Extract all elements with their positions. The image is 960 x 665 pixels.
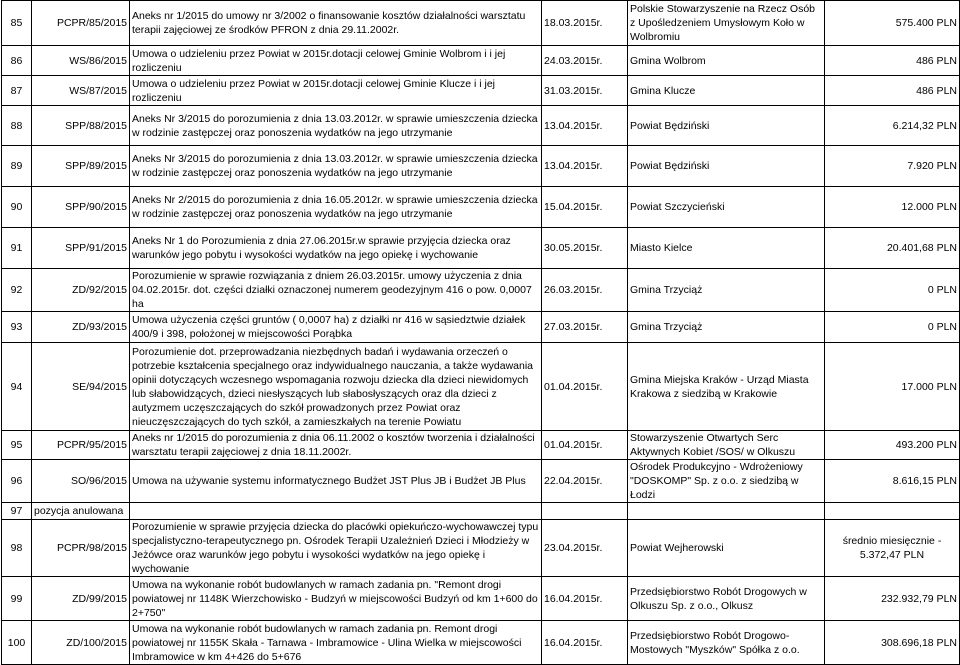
row-number: 85	[2, 1, 32, 46]
contract-party: Powiat Szczycieński	[628, 187, 825, 228]
contract-subject: Umowa o udzieleniu przez Powiat w 2015r.dotacji celowej Gminie Klucze i i jej rozliczeniu	[130, 76, 542, 106]
table-row	[2, 503, 960, 520]
contract-party: Stowarzyszenie Otwartych Serc Aktywnych Kobiet /SOS/ w Olkuszu	[628, 431, 825, 460]
contract-amount: średnio miesięcznie - 5.372,47 PLN	[825, 520, 960, 577]
contract-subject: Umowa na używanie systemu informatycznego Budżet JST Plus JB i Budżet JB Plus	[130, 460, 542, 503]
row-number: 91	[2, 228, 32, 269]
contract-date: 15.04.2015r.	[542, 187, 628, 228]
contract-date: 27.03.2015r.	[542, 312, 628, 343]
contract-date: 16.04.2015r.	[542, 621, 628, 665]
contract-amount: 12.000 PLN	[825, 187, 960, 228]
contract-subject: Umowa na wykonanie robót budowlanych w ramach zadania pn. Remont drogi powiatowej nr 1155K Skała - Tarnawa - Imbramowice - Ulina Wielka w miejscowości Imbramowice w km 4+426 do 5+676	[130, 621, 542, 665]
table-row	[2, 520, 960, 577]
contract-party: Gmina Trzyciąż	[628, 312, 825, 343]
contract-party: Gmina Trzyciąż	[628, 269, 825, 312]
table-row	[2, 460, 960, 503]
contract-symbol: ZD/93/2015	[32, 312, 130, 343]
row-number: 94	[2, 343, 32, 431]
contract-subject: Aneks nr 1/2015 do umowy nr 3/2002 o finansowanie kosztów działalności warsztatu terapii zajęciowej ze środków PFRON z dnia 29.11.2002r.	[130, 1, 542, 46]
contract-party: Powiat Wejherowski	[628, 520, 825, 577]
contract-subject: Aneks Nr 3/2015 do porozumienia z dnia 13.03.2012r. w sprawie umieszczenia dziecka w rodzinie zastępczej oraz ponoszenia wydatków na jego utrzymanie	[130, 106, 542, 146]
row-number: 97	[2, 503, 32, 520]
contract-party: Gmina Klucze	[628, 76, 825, 106]
contract-subject: Porozumienie dot. przeprowadzania niezbędnych badań i wydawania orzeczeń o potrzebie kształcenia specjalnego oraz indywidualnego nauczania, a także wydawania opinii dotyczących wczesnego wspomagania rozwoju dziecka dla dzieci niewidomych lub słabowidzących, dzieci niesłyszących lub słabosłyszących oraz dla dzieci z autyzmem uczęszczających do szkół prowadzonych przez Powiat oraz nieuczęszczających do tych szkół, a zamieszkałych na terenie Powiatu	[130, 343, 542, 431]
row-number: 99	[2, 577, 32, 621]
contract-symbol: WS/86/2015	[32, 46, 130, 76]
row-number: 87	[2, 76, 32, 106]
contract-symbol: WS/87/2015	[32, 76, 130, 106]
table-row	[2, 1, 960, 46]
contract-amount: 486 PLN	[825, 76, 960, 106]
contract-amount: 575.400 PLN	[825, 1, 960, 46]
row-number: 93	[2, 312, 32, 343]
empty-cell	[130, 503, 542, 520]
table-row	[2, 431, 960, 460]
contract-date: 31.03.2015r.	[542, 76, 628, 106]
contract-subject: Umowa użyczenia części gruntów ( 0,0007 ha) z działki nr 416 w sąsiedztwie działek 400/9 i 398, położonej w miejscowości Porąbka	[130, 312, 542, 343]
contract-date: 26.03.2015r.	[542, 269, 628, 312]
row-number: 88	[2, 106, 32, 146]
contract-subject: Umowa o udzieleniu przez Powiat w 2015r.dotacji celowej Gminie Wolbrom i i jej rozliczeniu	[130, 46, 542, 76]
contract-symbol: SE/94/2015	[32, 343, 130, 431]
table-row	[2, 46, 960, 76]
contract-amount: 20.401,68 PLN	[825, 228, 960, 269]
contract-party: Przedsiębiorstwo Robót Drogowych w Olkuszu Sp. z o.o., Olkusz	[628, 577, 825, 621]
contract-date: 01.04.2015r.	[542, 343, 628, 431]
contract-subject: Aneks nr 1/2015 do porozumienia z dnia 06.11.2002 o kosztów tworzenia i działalności warsztatu terapii zajęciowej z dnia 18.11.2002r.	[130, 431, 542, 460]
empty-cell	[542, 503, 628, 520]
contract-amount: 8.616,15 PLN	[825, 460, 960, 503]
contract-party: Powiat Będziński	[628, 106, 825, 146]
row-number: 100	[2, 621, 32, 665]
contract-amount: 7.920 PLN	[825, 146, 960, 187]
empty-cell	[628, 503, 825, 520]
table-row	[2, 146, 960, 187]
table-row	[2, 187, 960, 228]
contract-date: 22.04.2015r.	[542, 460, 628, 503]
contract-symbol: SPP/90/2015	[32, 187, 130, 228]
contract-date: 24.03.2015r.	[542, 46, 628, 76]
contract-amount: 17.000 PLN	[825, 343, 960, 431]
contract-subject: Aneks Nr 3/2015 do porozumienia z dnia 13.03.2012r. w sprawie umieszczenia dziecka w rodzinie zastępczej oraz ponoszenia wydatków na jego utrzymanie	[130, 146, 542, 187]
table-row	[2, 106, 960, 146]
contract-amount: 0 PLN	[825, 312, 960, 343]
contract-party: Gmina Wolbrom	[628, 46, 825, 76]
contract-subject: Umowa na wykonanie robót budowlanych w ramach zadania pn. "Remont drogi powiatowej nr 1148K Wierzchowisko - Budzyń w miejscowości Budzyń od km 1+600 do 2+750"	[130, 577, 542, 621]
empty-cell	[825, 503, 960, 520]
contract-symbol: PCPR/85/2015	[32, 1, 130, 46]
contract-amount: 308.696,18 PLN	[825, 621, 960, 665]
contract-subject: Porozumienie w sprawie przyjęcia dziecka do placówki opiekuńczo-wychowawczej typu specjalistyczno-terapeutycznego pn. Ośrodek Terapii Uzależnień Dzieci i Młodzieży w Jeżówce oraz warunków jego pobytu i wysokości wydatków na jego opiekę i wychowanie	[130, 520, 542, 577]
table-row	[2, 228, 960, 269]
row-number: 90	[2, 187, 32, 228]
contract-party: Powiat Będziński	[628, 146, 825, 187]
table-row	[2, 76, 960, 106]
contract-symbol: PCPR/98/2015	[32, 520, 130, 577]
contract-party: Gmina Miejska Kraków - Urząd Miasta Krakowa z siedzibą w Krakowie	[628, 343, 825, 431]
table-row	[2, 312, 960, 343]
contract-symbol: SPP/88/2015	[32, 106, 130, 146]
contract-amount: 486 PLN	[825, 46, 960, 76]
contract-party: Miasto Kielce	[628, 228, 825, 269]
contract-party: Ośrodek Produkcyjno - Wdrożeniowy "DOSKOMP" Sp. z o.o. z siedzibą w Łodzi	[628, 460, 825, 503]
row-number: 92	[2, 269, 32, 312]
contracts-register-table	[1, 0, 960, 665]
table-row	[2, 269, 960, 312]
contract-symbol: SPP/91/2015	[32, 228, 130, 269]
contract-symbol: ZD/99/2015	[32, 577, 130, 621]
contract-subject: Porozumienie w sprawie rozwiązania z dniem 26.03.2015r. umowy użyczenia z dnia 04.02.2015r. dot. części działki oznaczonej numerem geodezyjnym 416 o pow. 0,0007 ha	[130, 269, 542, 312]
contract-symbol: SO/96/2015	[32, 460, 130, 503]
annulled-entry-note: pozycja anulowana	[32, 503, 130, 520]
row-number: 96	[2, 460, 32, 503]
contract-date: 18.03.2015r.	[542, 1, 628, 46]
contract-subject: Aneks Nr 1 do Porozumienia z dnia 27.06.2015r.w sprawie przyjęcia dziecka oraz warunków jego pobytu i wysokości wydatków na jego opiekę i wychowanie	[130, 228, 542, 269]
contract-symbol: PCPR/95/2015	[32, 431, 130, 460]
contract-party: Przedsiębiorstwo Robót Drogowo-Mostowych "Myszków" Spółka z o.o.	[628, 621, 825, 665]
contract-party: Polskie Stowarzyszenie na Rzecz Osób z Upośledzeniem Umysłowym Koło w Wolbromiu	[628, 1, 825, 46]
table-row	[2, 621, 960, 665]
contract-amount: 493.200 PLN	[825, 431, 960, 460]
contract-symbol: ZD/92/2015	[32, 269, 130, 312]
table-row	[2, 343, 960, 431]
contract-amount: 0 PLN	[825, 269, 960, 312]
contract-subject: Aneks Nr 2/2015 do porozumienia z dnia 16.05.2012r. w sprawie umieszczenia dziecka w rodzinie zastępczej oraz ponoszenia wydatków na jego utrzymanie	[130, 187, 542, 228]
contract-symbol: ZD/100/2015	[32, 621, 130, 665]
contract-date: 01.04.2015r.	[542, 431, 628, 460]
row-number: 86	[2, 46, 32, 76]
contract-amount: 232.932,79 PLN	[825, 577, 960, 621]
contract-date: 30.05.2015r.	[542, 228, 628, 269]
table-row	[2, 577, 960, 621]
contract-date: 23.04.2015r.	[542, 520, 628, 577]
row-number: 89	[2, 146, 32, 187]
contract-date: 16.04.2015r.	[542, 577, 628, 621]
contract-symbol: SPP/89/2015	[32, 146, 130, 187]
contract-date: 13.04.2015r.	[542, 106, 628, 146]
contract-amount: 6.214,32 PLN	[825, 106, 960, 146]
register-body	[2, 1, 960, 665]
row-number: 95	[2, 431, 32, 460]
contract-date: 13.04.2015r.	[542, 146, 628, 187]
row-number: 98	[2, 520, 32, 577]
